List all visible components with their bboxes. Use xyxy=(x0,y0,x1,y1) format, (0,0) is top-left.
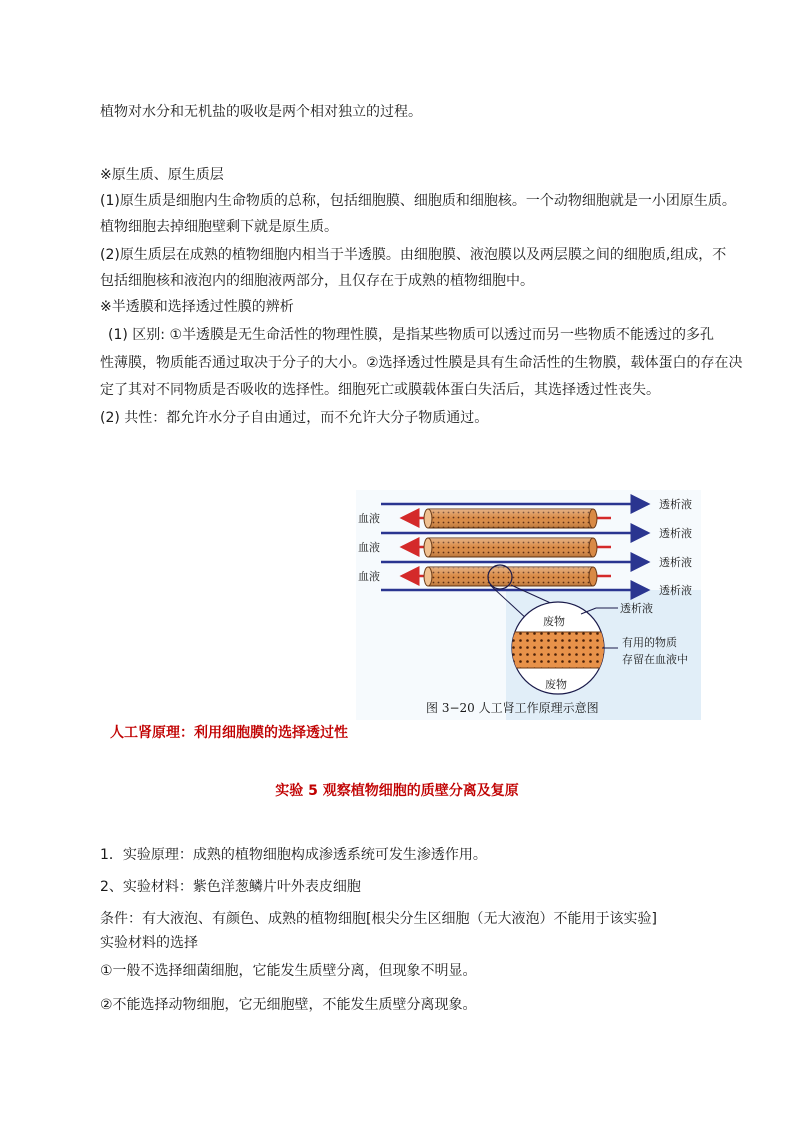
heading-membranes: ※半透膜和选择透过性膜的辨析 xyxy=(100,299,294,315)
useful-substance-label-2: 存留在血液中 xyxy=(622,653,688,666)
waste-top-label: 废物 xyxy=(543,615,565,628)
paragraph-water-salt: 植物对水分和无机盐的吸收是两个相对独立的过程。 xyxy=(100,104,422,120)
paragraph-difference-a: (1) 区别: ①半透膜是无生命活性的物理性膜，是指某些物质可以透过而另一些物质不能透过的多孔 xyxy=(108,327,714,343)
paragraph-protoplasm-1a: (1)原生质是细胞内生命物质的总称，包括细胞膜、细胞质和细胞核。一个动物细胞就是一小团原生质。 xyxy=(100,193,736,209)
left-label-blood: 血液 xyxy=(358,570,380,583)
paragraph-commonality: (2) 共性：都允许水分子自由通过，而不允许大分子物质通过。 xyxy=(100,410,489,426)
material-selection-heading: 实验材料的选择 xyxy=(100,935,198,951)
useful-substance-label-1: 有用的物质 xyxy=(622,636,677,649)
experiment-principle: 1．实验原理：成熟的植物细胞构成渗透系统可发生渗透作用。 xyxy=(100,847,487,863)
paragraph-protoplasm-2a: (2)原生质层在成熟的植物细胞内相当于半透膜。由细胞膜、液泡膜以及两层膜之间的细胞质,组成，不 xyxy=(100,247,727,263)
right-label-dialysate: 透析液 xyxy=(659,556,692,569)
waste-bottom-label: 废物 xyxy=(545,678,567,691)
artificial-kidney-diagram xyxy=(356,490,701,720)
experiment-title: 实验 5 观察植物细胞的质壁分离及复原 xyxy=(275,783,519,799)
paragraph-difference-b: 性薄膜，物质能否通过取决于分子的大小。②选择透过性膜是具有生命活性的生物膜，载体蛋白的存在决 xyxy=(100,355,743,371)
artificial-kidney-figure xyxy=(356,490,701,720)
material-selection-2: ②不能选择动物细胞，它无细胞壁，不能发生质壁分离现象。 xyxy=(100,997,477,1013)
paragraph-protoplasm-2b: 包括细胞核和液泡内的细胞液两部分，且仅存在于成熟的植物细胞中。 xyxy=(100,273,534,289)
experiment-material: 2、实验材料：紫色洋葱鳞片叶外表皮细胞 xyxy=(100,879,361,895)
artificial-kidney-note: 人工肾原理：利用细胞膜的选择透过性 xyxy=(110,725,348,741)
heading-protoplasm: ※原生质、原生质层 xyxy=(100,167,224,183)
left-label-blood: 血液 xyxy=(358,512,380,525)
paragraph-protoplasm-1b: 植物细胞去掉细胞壁剩下就是原生质。 xyxy=(100,219,338,235)
right-label-dialysate: 透析液 xyxy=(659,584,692,597)
right-label-dialysate: 透析液 xyxy=(659,498,692,511)
experiment-condition: 条件：有大液泡、有颜色、成熟的植物细胞[根尖分生区细胞（无大液泡）不能用于该实验] xyxy=(100,911,657,927)
left-label-blood: 血液 xyxy=(358,541,380,554)
dialysis-tube xyxy=(424,538,597,557)
paragraph-difference-c: 定了其对不同物质是否吸收的选择性。细胞死亡或膜载体蛋白失活后，其选择透过性丧失。 xyxy=(100,382,660,398)
right-label-dialysate: 透析液 xyxy=(659,527,692,540)
material-selection-1: ①一般不选择细菌细胞，它能发生质壁分离，但现象不明显。 xyxy=(100,963,477,979)
dialysate-label: 透析液 xyxy=(620,602,653,615)
figure-caption: 图 3−20 人工肾工作原理示意图 xyxy=(426,701,599,715)
